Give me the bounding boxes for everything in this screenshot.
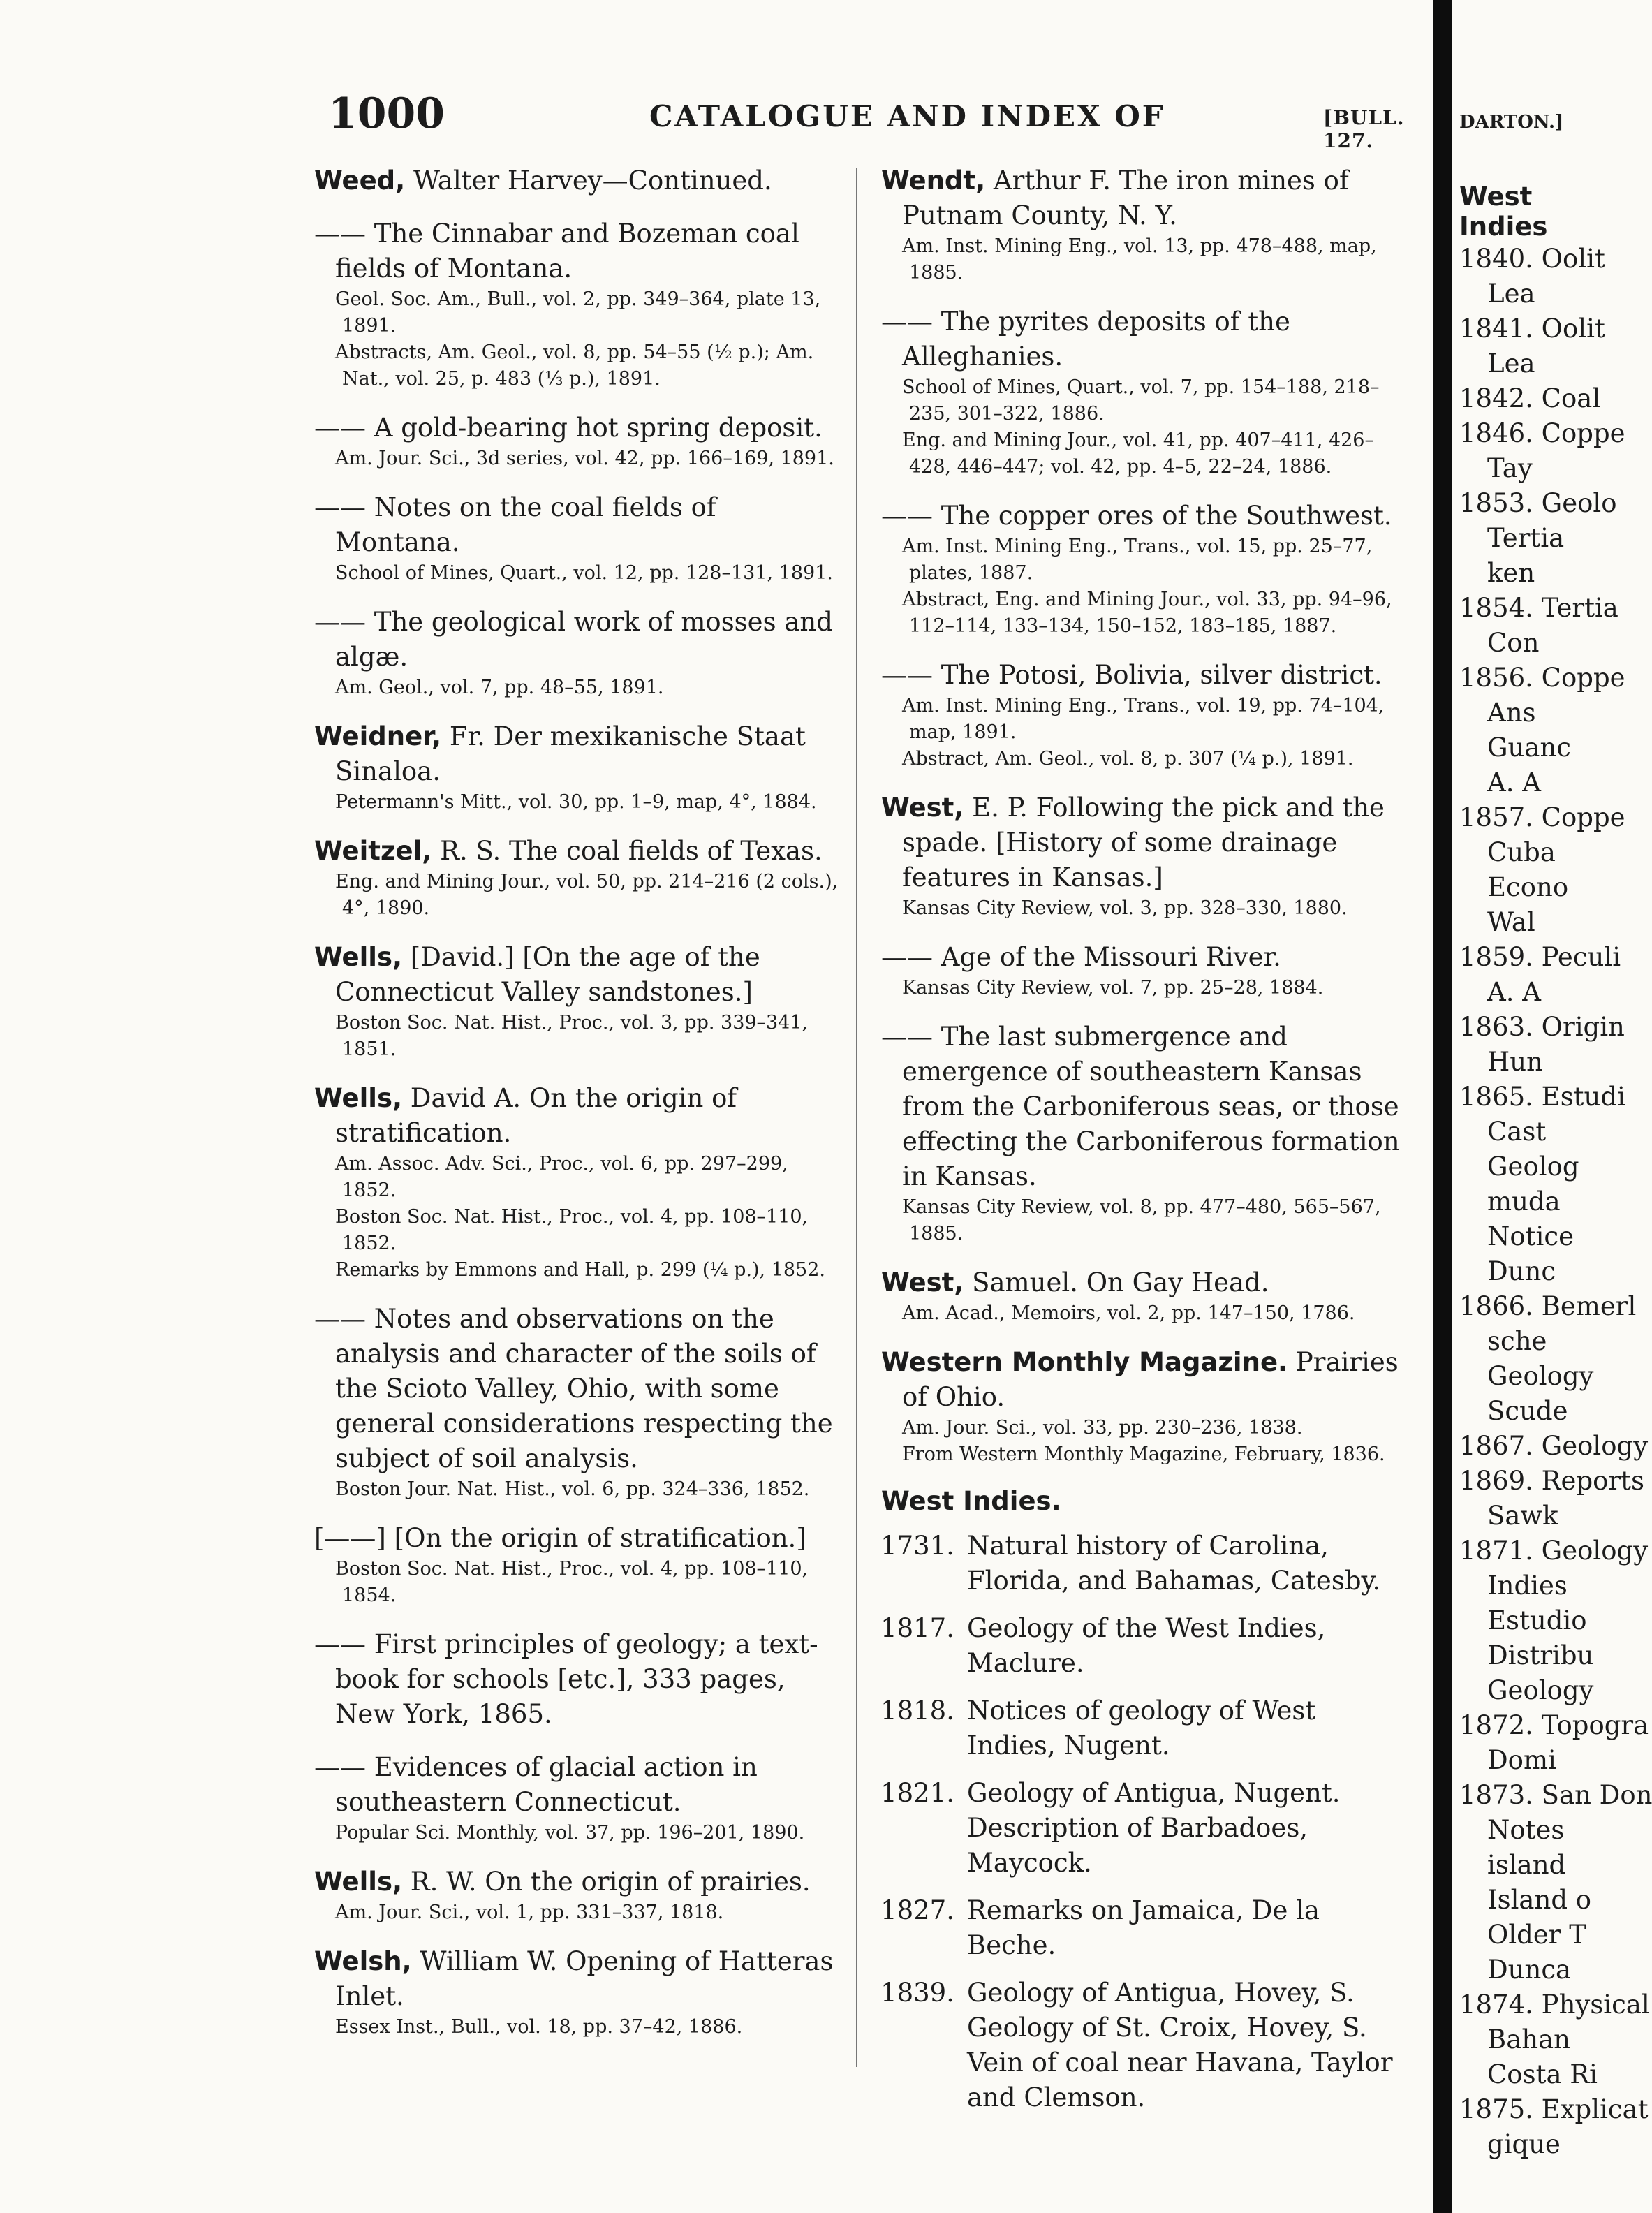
index-entry — [881, 163, 1412, 286]
entry-title — [314, 490, 845, 560]
index-entry — [314, 490, 845, 587]
entry-author: Wells, — [314, 1867, 403, 1897]
entry-title-text: —— The pyrites deposits of the Alleghanies. — [881, 307, 1290, 372]
facing-page-line: 1875. Explicat — [1459, 2094, 1649, 2124]
entry-author: Weidner, — [314, 721, 442, 751]
index-entry — [881, 658, 1412, 772]
entry-title-text: —— The Cinnabar and Bozeman coal fields of Montana. — [314, 219, 799, 284]
facing-page-line: Guanc — [1487, 733, 1571, 763]
entry-citation: Remarks by Emmons and Hall, p. 299 (¼ p.), 1852. — [335, 1259, 825, 1281]
index-entry — [881, 1020, 1412, 1247]
facing-page-line: Con — [1487, 628, 1540, 658]
item-text: Geology of Antigua, Hovey, S. Geology of St. Croix, Hovey, S. Vein of coal near Havana, Taylor and Clemson. — [967, 1978, 1393, 2112]
facing-page-line: muda — [1487, 1186, 1561, 1216]
facing-page-line: Tertia — [1487, 523, 1565, 553]
item-year: 1827. — [880, 1895, 954, 1925]
entry-citation: Am. Assoc. Adv. Sci., Proc., vol. 6, pp. 297–299, 1852. — [335, 1153, 788, 1201]
facing-page-line: 1856. Coppe — [1459, 663, 1625, 693]
entry-title — [881, 791, 1412, 895]
entry-title — [314, 216, 845, 286]
item-year: 1817. — [880, 1613, 954, 1643]
page-number: 1000 — [328, 89, 445, 138]
facing-page-line: Geology — [1487, 1361, 1594, 1391]
entry-title-text: Arthur F. The iron mines of Putnam County, N. Y. — [902, 166, 1349, 230]
west-indies-item — [881, 1611, 1412, 1681]
entry-citation: Boston Jour. Nat. Hist., vol. 6, pp. 324–336, 1852. — [335, 1478, 810, 1500]
facing-page-line: Cuba — [1487, 837, 1556, 867]
entry-title-text: Samuel. On Gay Head. — [964, 1267, 1269, 1297]
entry-title — [314, 834, 845, 869]
entry-title — [314, 1750, 845, 1820]
book-gutter — [1433, 0, 1452, 2213]
facing-page-ref: DARTON.] — [1459, 112, 1564, 133]
entry-citation: Boston Soc. Nat. Hist., Proc., vol. 3, pp. 339–341, 1851. — [335, 1012, 809, 1060]
facing-page-line: 1869. Reports — [1459, 1466, 1644, 1496]
entry-author: West, — [881, 793, 964, 823]
entry-citation: School of Mines, Quart., vol. 12, pp. 128–131, 1891. — [335, 562, 833, 584]
entry-title-text: [David.] [On the age of the Connecticut Valley sandstones.] — [335, 942, 760, 1007]
entry-title-text: R. S. The coal fields of Texas. — [432, 836, 823, 866]
entry-title — [314, 1521, 845, 1556]
entry-author: Welsh, — [314, 1946, 412, 1976]
item-year: 1818. — [880, 1696, 954, 1726]
facing-page-line: ken — [1487, 558, 1535, 588]
facing-page-line: island — [1487, 1850, 1566, 1880]
facing-page-line: Tay — [1487, 453, 1533, 483]
facing-page-line: 1853. Geolo — [1459, 488, 1617, 518]
facing-page-line: Dunca — [1487, 1955, 1572, 1985]
entry-title — [314, 719, 845, 789]
index-entry — [881, 1265, 1412, 1327]
index-entry — [881, 499, 1412, 640]
facing-page-line: Distribu — [1487, 1640, 1594, 1670]
facing-page-line: 1841. Oolit — [1459, 314, 1605, 344]
entry-citation: Am. Inst. Mining Eng., vol. 13, pp. 478–488, map, 1885. — [902, 235, 1377, 284]
entry-title-text: —— Evidences of glacial action in southeastern Connecticut. — [314, 1752, 758, 1817]
index-entry — [881, 940, 1412, 1001]
entry-citation: Abstract, Eng. and Mining Jour., vol. 33, pp. 94–96, 112–114, 133–134, 150–152, 183–185, 1887. — [902, 589, 1392, 637]
facing-page-line: Domi — [1487, 1745, 1556, 1775]
facing-page-line: Geology — [1487, 1675, 1594, 1705]
facing-page-line: 1872. Topogra — [1459, 1710, 1649, 1740]
facing-page-line: 1863. Origin — [1459, 1012, 1625, 1042]
entry-title — [881, 304, 1412, 374]
index-entry — [314, 834, 845, 922]
entry-title-text: —— Notes on the coal fields of Montana. — [314, 492, 716, 557]
section-heading-west-indies: West Indies. — [881, 1486, 1061, 1516]
left-column — [314, 163, 845, 2059]
entry-title-text: —— Age of the Missouri River. — [881, 942, 1281, 972]
facing-page-line: Hun — [1487, 1047, 1543, 1077]
item-year: 1731. — [880, 1531, 954, 1561]
facing-page-line: 1867. Geology — [1459, 1431, 1649, 1461]
entry-title — [881, 1020, 1412, 1194]
entry-citation: Kansas City Review, vol. 8, pp. 477–480, 565–567, 1885. — [902, 1196, 1381, 1244]
entry-citation: Kansas City Review, vol. 3, pp. 328–330, 1880. — [902, 897, 1348, 919]
entry-title — [881, 658, 1412, 693]
index-entry — [314, 605, 845, 701]
entry-citation: Am. Geol., vol. 7, pp. 48–55, 1891. — [335, 677, 664, 698]
entry-title — [881, 163, 1412, 233]
facing-page-line: 1854. Tertia — [1459, 593, 1618, 623]
index-entry — [314, 940, 845, 1063]
facing-page-line: Notice — [1487, 1221, 1574, 1251]
item-year: 1821. — [880, 1778, 954, 1808]
entry-title — [314, 1865, 845, 1899]
facing-page-line: Costa Ri — [1487, 2059, 1598, 2089]
entry-author: Western Monthly Magazine. — [881, 1347, 1288, 1377]
entry-citation: Geol. Soc. Am., Bull., vol. 2, pp. 349–364, plate 13, 1891. — [335, 288, 821, 337]
entry-citation: Am. Inst. Mining Eng., Trans., vol. 19, pp. 74–104, map, 1891. — [902, 695, 1385, 743]
entry-title-text: —— The Potosi, Bolivia, silver district. — [881, 660, 1382, 690]
entry-author: West, — [881, 1267, 964, 1297]
entry-title — [314, 163, 845, 198]
entry-title-text: William W. Opening of Hatteras Inlet. — [335, 1946, 834, 2011]
facing-page-line: Wal — [1487, 907, 1535, 937]
entry-citation: Petermann's Mitt., vol. 30, pp. 1–9, map, 4°, 1884. — [335, 791, 817, 813]
entry-citation: Abstracts, Am. Geol., vol. 8, pp. 54–55 (½ p.); Am. Nat., vol. 25, p. 483 (⅓ p.), 1891. — [335, 341, 814, 390]
facing-page-line: 1865. Estudi — [1459, 1082, 1625, 1112]
item-year: 1839. — [880, 1978, 954, 2008]
index-entry — [881, 791, 1412, 922]
entry-title — [314, 1081, 845, 1151]
running-header — [0, 89, 1438, 152]
entry-title-text: —— The last submergence and emergence of southeastern Kansas from the Carboniferous seas, or those effecting the Carboniferous formation in Kansas. — [881, 1022, 1400, 1191]
facing-page-line: Lea — [1487, 279, 1535, 309]
index-entry — [314, 1081, 845, 1284]
facing-page-line: Ans — [1487, 698, 1536, 728]
entry-citation: Eng. and Mining Jour., vol. 41, pp. 407–411, 426–428, 446–447; vol. 42, pp. 4–5, 22–24, 1886. — [902, 429, 1374, 478]
entry-title-text: —— Notes and observations on the analysis and character of the soils of the Scioto Valley, Ohio, with some general considerations respecting the subject of soil analysis. — [314, 1304, 833, 1473]
index-entry — [314, 216, 845, 392]
entry-citation: Boston Soc. Nat. Hist., Proc., vol. 4, pp. 108–110, 1854. — [335, 1558, 809, 1606]
facing-page-line: 1866. Bemerl — [1459, 1291, 1637, 1321]
facing-page-line: Scude — [1487, 1396, 1568, 1426]
entry-title-text: R. W. On the origin of prairies. — [402, 1867, 811, 1897]
entry-citation: Am. Jour. Sci., vol. 33, pp. 230–236, 1838. — [902, 1417, 1303, 1439]
facing-page-line: A. A — [1487, 977, 1541, 1007]
entry-title — [881, 499, 1412, 534]
entry-author: Weitzel, — [314, 836, 432, 866]
entry-title — [314, 605, 845, 675]
entry-citation: Boston Soc. Nat. Hist., Proc., vol. 4, pp. 108–110, 1852. — [335, 1206, 809, 1254]
facing-page-line: Geolog — [1487, 1152, 1579, 1182]
entry-title — [314, 1302, 845, 1476]
entry-citation: Eng. and Mining Jour., vol. 50, pp. 214–216 (2 cols.), 4°, 1890. — [335, 871, 839, 919]
facing-page-heading: West Indies — [1459, 182, 1548, 242]
facing-page-line: A. A — [1487, 767, 1541, 797]
item-text: Remarks on Jamaica, De la Beche. — [967, 1895, 1320, 1960]
facing-page-line: 1846. Coppe — [1459, 418, 1625, 448]
west-indies-item — [881, 1893, 1412, 1963]
entry-title — [314, 940, 845, 1010]
column-rule — [856, 168, 857, 2067]
facing-page-line: sche — [1487, 1326, 1547, 1356]
item-text: Notices of geology of West Indies, Nugent. — [967, 1696, 1316, 1760]
entry-citation: Am. Jour. Sci., vol. 1, pp. 331–337, 1818. — [335, 1902, 724, 1923]
west-indies-item — [881, 1693, 1412, 1763]
entry-title-text: Fr. Der mexikanische Staat Sinaloa. — [335, 721, 806, 786]
facing-page-line: 1857. Coppe — [1459, 802, 1625, 832]
index-entry — [314, 719, 845, 816]
item-text: Geology of the West Indies, Maclure. — [967, 1613, 1326, 1678]
middle-column — [881, 163, 1412, 2128]
entry-citation: School of Mines, Quart., vol. 7, pp. 154–188, 218–235, 301–322, 1886. — [902, 376, 1380, 425]
entry-title-text: David A. On the origin of stratification. — [335, 1083, 737, 1148]
entry-title — [881, 940, 1412, 975]
facing-page-text — [1459, 112, 1652, 2162]
index-entry — [314, 1865, 845, 1926]
facing-page-line: Notes — [1487, 1815, 1565, 1845]
west-indies-item — [881, 1529, 1412, 1598]
item-text: Geology of Antigua, Nugent. Description of Barbadoes, Maycock. — [967, 1778, 1341, 1878]
index-entry — [314, 411, 845, 472]
entry-title — [314, 1944, 845, 2014]
entry-title — [881, 1265, 1412, 1300]
facing-page-line: Older T — [1487, 1920, 1586, 1950]
index-entry — [881, 304, 1412, 480]
entry-title — [314, 1627, 845, 1732]
entry-citation: Popular Sci. Monthly, vol. 37, pp. 196–201, 1890. — [335, 1822, 805, 1844]
entry-title-text: —— The copper ores of the Southwest. — [881, 501, 1392, 531]
facing-page-line: Bahan — [1487, 2024, 1570, 2054]
facing-page-line: 1873. San Don — [1459, 1780, 1652, 1810]
entry-citation: Am. Inst. Mining Eng., Trans., vol. 15, pp. 25–77, plates, 1887. — [902, 536, 1373, 584]
entry-citation: Essex Inst., Bull., vol. 18, pp. 37–42, 1886. — [335, 2016, 743, 2038]
west-indies-item — [881, 1976, 1412, 2115]
facing-page-line: Indies — [1487, 1571, 1568, 1601]
entry-citation: Am. Acad., Memoirs, vol. 2, pp. 147–150, 1786. — [902, 1302, 1355, 1324]
facing-page-line: 1840. Oolit — [1459, 244, 1605, 274]
facing-page-line: Lea — [1487, 348, 1535, 378]
entry-citation: Am. Jour. Sci., 3d series, vol. 42, pp. 166–169, 1891. — [335, 448, 834, 469]
index-entry — [314, 1521, 845, 1609]
facing-page-line: Estudio — [1487, 1605, 1587, 1635]
index-entry — [314, 163, 845, 198]
index-entry — [314, 1750, 845, 1846]
entry-title-text: Prairies of Ohio. — [902, 1347, 1399, 1412]
entry-citation: Abstract, Am. Geol., vol. 8, p. 307 (¼ p.), 1891. — [902, 748, 1354, 770]
facing-page-line: 1871. Geology — [1459, 1536, 1649, 1566]
entry-title-text: E. P. Following the pick and the spade. [History of some drainage features in Kansas.] — [902, 793, 1385, 892]
index-entry — [314, 1944, 845, 2041]
entry-title-text: Walter Harvey—Continued. — [405, 166, 772, 196]
entry-author: Wells, — [314, 1083, 403, 1113]
entry-title-text: [——] [On the origin of stratification.] — [314, 1523, 806, 1553]
facing-page-line: gique — [1487, 2129, 1561, 2159]
index-entry — [314, 1627, 845, 1732]
facing-page-line: 1842. Coal — [1459, 383, 1601, 413]
entry-author: Weed, — [314, 166, 406, 196]
entry-citation: From Western Monthly Magazine, February, 1836. — [902, 1443, 1385, 1465]
bulletin-reference: [BULL. 127. — [1323, 106, 1405, 152]
entry-author: Wells, — [314, 942, 403, 972]
entry-title-text: —— The geological work of mosses and algæ. — [314, 607, 833, 672]
entry-title-text: —— A gold-bearing hot spring deposit. — [314, 413, 823, 443]
entry-citation: Kansas City Review, vol. 7, pp. 25–28, 1884. — [902, 977, 1324, 999]
item-text: Natural history of Carolina, Florida, and Bahamas, Catesby. — [967, 1531, 1381, 1596]
facing-page-line: 1859. Peculi — [1459, 942, 1621, 972]
page-title: CATALOGUE AND INDEX OF — [649, 99, 1165, 133]
facing-page-line: Sawk — [1487, 1501, 1558, 1531]
facing-page-line: 1874. Physical — [1459, 1990, 1650, 2020]
entry-title-text: —— First principles of geology; a text-book for schools [etc.], 333 pages, New York, 1865. — [314, 1629, 818, 1729]
entry-title — [314, 411, 845, 446]
index-entry — [881, 1345, 1412, 1468]
entry-author: Wendt, — [881, 166, 986, 196]
index-entry — [314, 1302, 845, 1503]
facing-page-line: Cast — [1487, 1117, 1547, 1147]
facing-page-line: Econo — [1487, 872, 1569, 902]
facing-page-line: Island o — [1487, 1885, 1592, 1915]
west-indies-item — [881, 1776, 1412, 1881]
facing-page-line: Dunc — [1487, 1256, 1556, 1286]
entry-title — [881, 1345, 1412, 1415]
